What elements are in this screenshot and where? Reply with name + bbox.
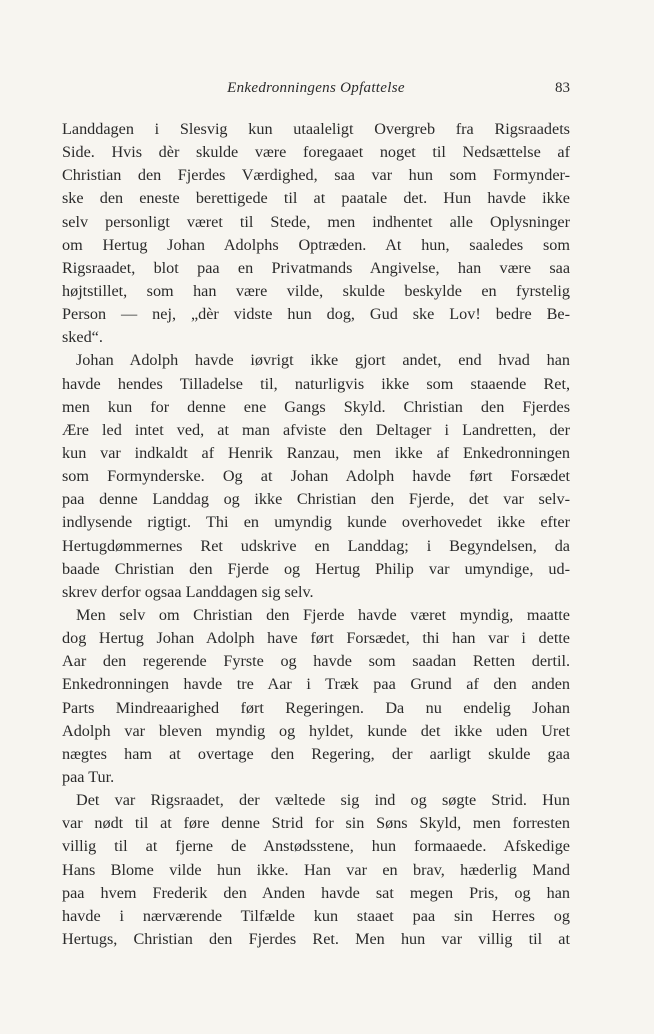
text-line: Rigsraadet, blot paa en Privatmands Angivelse, han være saa	[62, 258, 570, 277]
text-line: paa denne Landdag og ikke Christian den Fjerde, det var selv-	[62, 490, 570, 509]
text-line: Ære led intet ved, at man afviste den Deltager i Landretten, der	[62, 420, 570, 439]
text-line: Christian den Fjerdes Værdighed, saa var hun som Formynder-	[62, 166, 570, 185]
text-line: kun var indkaldt af Henrik Ranzau, men ikke af Enkedronningen	[62, 443, 570, 462]
text-line: Side. Hvis dèr skulde være foregaaet noget til Nedsættelse af	[62, 143, 570, 162]
running-title: Enkedronningens Opfattelse	[227, 80, 405, 96]
text-line: havde hendes Tilladelse til, naturligvis ikke som staaende Ret,	[62, 374, 570, 393]
text-line: Hertugdømmernes Ret udskrive en Landdag; i Begyndelsen, da	[62, 536, 570, 555]
text-line: Aar den regerende Fyrste og havde som saadan Retten dertil.	[62, 652, 570, 671]
text-line: Hans Blome vilde hun ikke. Han var en brav, hæderlig Mand	[62, 860, 570, 879]
text-line: baade Christian den Fjerde og Hertug Philip var umyndige, ud-	[62, 559, 570, 578]
text-line: paa Tur.	[62, 767, 115, 786]
text-line: Person — nej, „dèr vidste hun dog, Gud ske Lov! bedre Be-	[62, 305, 570, 324]
text-line: men kun for denne ene Gangs Skyld. Christian den Fjerdes	[62, 397, 570, 416]
text-line: paa hvem Frederik den Anden havde sat megen Pris, og han	[62, 883, 570, 902]
body-text	[62, 118, 570, 951]
text-line: var nødt til at føre denne Strid for sin Søns Skyld, men forresten	[62, 814, 570, 833]
text-line: villig til at fjerne de Anstødsstene, hun formaaede. Afskedige	[62, 837, 570, 856]
text-line: Parts Mindreaarighed ført Regeringen. Da nu endelig Johan	[62, 698, 570, 717]
text-line: Hertugs, Christian den Fjerdes Ret. Men hun var villig til at	[62, 929, 570, 948]
text-line: som Formynderske. Og at Johan Adolph havde ført Forsædet	[62, 467, 570, 486]
text-line: Det var Rigsraadet, der væltede sig ind og søgte Strid. Hun	[76, 791, 570, 810]
text-line: indlysende rigtigt. Thi en umyndig kunde overhovedet ikke efter	[62, 513, 570, 532]
text-line: dog Hertug Johan Adolph have ført Forsædet, thi han var i dette	[62, 629, 570, 648]
page-number: 83	[555, 80, 570, 96]
text-line: selv personligt været til Stede, men indhentet alle Oplysninger	[62, 212, 570, 231]
text-line: ske den eneste berettigede til at paatale det. Hun havde ikke	[62, 189, 570, 208]
text-line: højtstillet, som han være vilde, skulde beskylde en fyrstelig	[62, 281, 570, 300]
text-line: sked“.	[62, 328, 103, 347]
text-line: om Hertug Johan Adolphs Optræden. At hun, saaledes som	[62, 235, 570, 254]
text-line: Johan Adolph havde iøvrigt ikke gjort andet, end hvad han	[76, 351, 570, 370]
text-line: Enkedronningen havde tre Aar i Træk paa Grund af den anden	[62, 675, 570, 694]
text-line: Adolph var bleven myndig og hyldet, kunde det ikke uden Uret	[62, 721, 570, 740]
text-line: havde i nærværende Tilfælde kun staaet paa sin Herres og	[62, 906, 570, 925]
page-header	[62, 80, 570, 100]
text-line: skrev derfor ogsaa Landdagen sig selv.	[62, 582, 314, 601]
text-line: nægtes ham at overtage den Regering, der aarligt skulde gaa	[62, 744, 570, 763]
text-line: Men selv om Christian den Fjerde havde været myndig, maatte	[76, 605, 570, 624]
text-line: Landdagen i Slesvig kun utaaleligt Overgreb fra Rigsraadets	[62, 120, 570, 138]
